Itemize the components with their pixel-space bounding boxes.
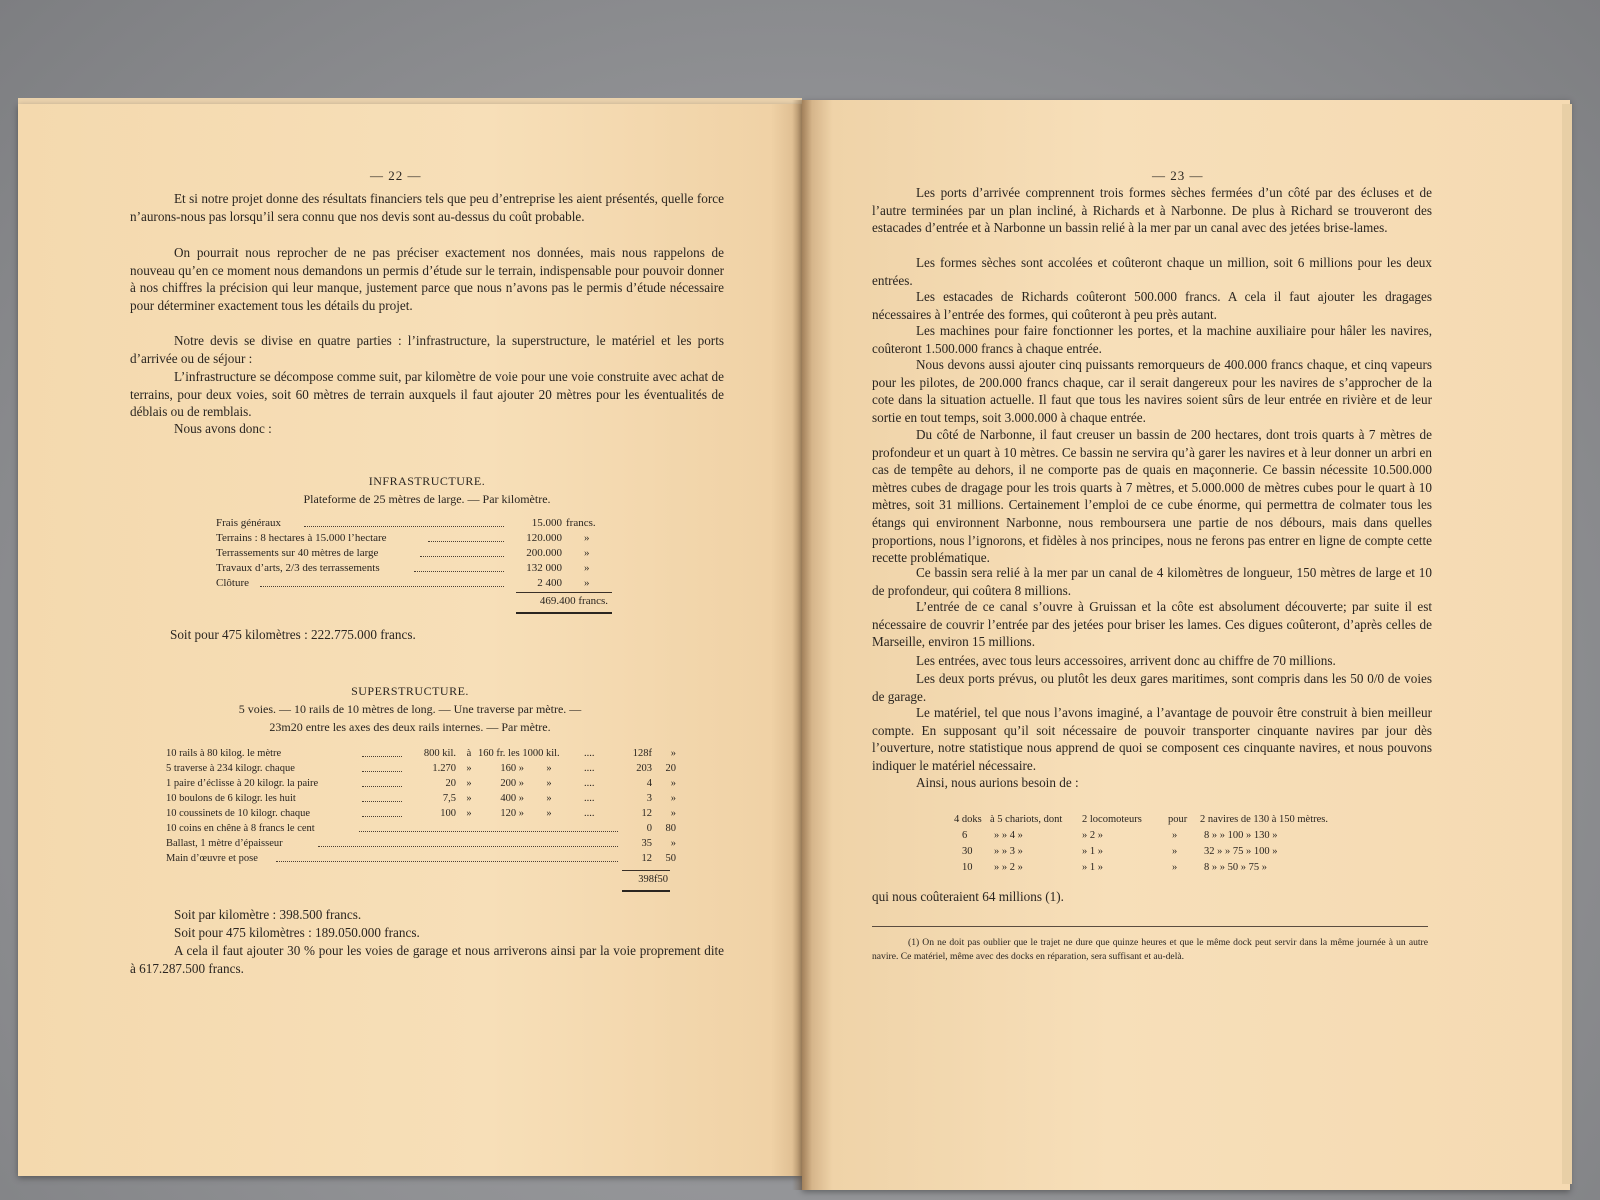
row-cell: 100 bbox=[440, 808, 456, 819]
paragraph: L’infrastructure se décompose comme suit, par kilomètre de voie pour une voie construite avec achat de terrains, pour deux voies, soit 60 mètres de terrain auxquels il faut ajouter 20 mètres pour les éventualités de déblais ou de remblais. bbox=[130, 369, 724, 420]
conclusion: qui nous coûteraient 64 millions (1). bbox=[872, 889, 1064, 904]
row-cell: à bbox=[466, 748, 472, 759]
doks-cell: » 1 » bbox=[1082, 846, 1103, 857]
leader-dots bbox=[362, 776, 402, 787]
row-cell: 120 » bbox=[500, 808, 524, 819]
closing-paragraph: A cela il faut ajouter 30 % pour les voies de garage et nous arriverons ainsi par la voie proprement dite à 617.287.500 francs. bbox=[130, 943, 724, 976]
infrastructure-table bbox=[216, 516, 636, 591]
doks-cell: 2 navires de 130 à 150 mètres. bbox=[1200, 814, 1329, 825]
row-cell: 80 bbox=[665, 823, 676, 834]
table-row bbox=[166, 836, 686, 851]
doks-cell: » 1 » bbox=[1082, 862, 1103, 873]
row-cell: 0 bbox=[646, 823, 652, 834]
superstructure-total bbox=[622, 872, 670, 887]
doks-cell: » bbox=[1172, 830, 1178, 841]
row-cell: .... bbox=[584, 763, 595, 774]
row-unit: » bbox=[584, 562, 590, 574]
table-row bbox=[166, 776, 686, 791]
infrastructure-summary: Soit pour 475 kilomètres : 222.775.000 francs. bbox=[170, 627, 416, 642]
doks-cell: 4 doks bbox=[954, 814, 982, 825]
infrastructure-subtitle: Plateforme de 25 mètres de large. — Par kilomètre. bbox=[303, 492, 551, 506]
paragraph: On pourrait nous reprocher de ne pas préciser exactement nos données, mais nous rappelons de nouveau qu’en ce moment nous demandons un permis d’étude sur le terrain, indispensable pour pouvoir donner à nos chiffres la précision qui leur manque, justement parce que nous n’avons pas le permis d’étude nécessaire pour déterminer exactement tous les détails du projet. bbox=[130, 245, 724, 313]
leader-dots bbox=[276, 851, 618, 862]
row-cell: 160 fr. les 1000 kil. bbox=[478, 748, 560, 759]
page-stack-edge bbox=[1562, 104, 1572, 1184]
leader-dots bbox=[304, 516, 504, 527]
row-cell: 1.270 bbox=[432, 763, 456, 774]
leader-dots bbox=[428, 531, 504, 542]
footnote-rule bbox=[872, 926, 1428, 927]
table-row bbox=[166, 806, 686, 821]
row-value: 15.000 bbox=[531, 517, 562, 529]
leader-dots bbox=[420, 546, 504, 557]
doks-cell: 32 » » 75 » 100 » bbox=[1204, 846, 1278, 857]
row-cell: » bbox=[546, 763, 552, 774]
doks-cell: » » 4 » bbox=[994, 830, 1023, 841]
doks-cell: » » 2 » bbox=[994, 862, 1023, 873]
leader-dots bbox=[260, 576, 504, 587]
doks-cell: » bbox=[1172, 846, 1178, 857]
paragraph: Et si notre projet donne des résultats financiers tels que peu d’entreprise les aient présentés, quelle force n’aurons-nous pas lorsqu’il sera connu que nos devis sont au-dessus du coût probable. bbox=[130, 191, 724, 224]
row-label: 5 traverse à 234 kilogr. chaque bbox=[166, 763, 295, 774]
infrastructure-total bbox=[516, 594, 612, 609]
row-cell: 4 bbox=[646, 778, 652, 789]
paragraph: Le matériel, tel que nous l’avons imaginé, a l’avantage de pouvoir être construit à bien meilleur compte. En supposant qu’il soit nécessaire de pouvoir transporter cinquante navires par jour dès l’ouverture, notre statistique nous apprend de quoi se composent ces cinquante navires, et nous pouvons indiquer le matériel nécessaire. bbox=[872, 705, 1432, 773]
footnote: (1) On ne doit pas oublier que le trajet ne dure que quinze heures et que le même dock peut servir dans la même journée à un autre navire. Ce matériel, même avec des docks en réparation, sera suffisant et au-delà. bbox=[872, 937, 1428, 962]
paragraph: Du côté de Narbonne, il faut creuser un bassin de 200 hectares, dont trois quarts à 7 mètres de profondeur et un quart à 10 mètres. Ce bassin ne servira qu’à garer les navires et à leur donner un arbri en cas de tempête au dehors, il ne comporte pas de quais en maçonnerie. Ce bassin nécessite 10.500.000 mètres cubes de dragage pour les trois quarts à 7 mètres, et 5.000.000 de mètres cubes pour le quart à 10 mètres, soit 31 millions. Certainement l’emploi de ce cube énorme, qui permettra de colmater tous les étangs qui environnent Narbonne, nous remboursera une partie de nos débours, mais dans quelles proportions, nous l’ignorons, et fidèles à nos principes, nous ne ferons pas entrer en ligne de compte cette recette problématique. bbox=[872, 427, 1432, 566]
row-label: 10 coussinets de 10 kilogr. chaque bbox=[166, 808, 311, 819]
row-cell: 12 bbox=[641, 853, 652, 864]
row-cell: » bbox=[670, 793, 676, 804]
total-rule bbox=[516, 592, 612, 593]
doks-cell: 30 bbox=[962, 846, 973, 857]
paragraph: L’entrée de ce canal s’ouvre à Gruissan et la côte est absolument découverte; par suite il est nécessaire de couvrir l’entrée par des jetées pour briser les lames. Ces digues coûteront, d’après celles de Marseille, environ 15 millions. bbox=[872, 599, 1432, 650]
row-value: 120.000 bbox=[526, 532, 562, 544]
row-cell: » bbox=[670, 838, 676, 849]
total-double-rule bbox=[516, 612, 612, 614]
row-cell: » bbox=[546, 778, 552, 789]
superstructure-title: SUPERSTRUCTURE. bbox=[351, 684, 469, 698]
infrastructure-title: INFRASTRUCTURE. bbox=[368, 474, 486, 488]
row-cell: 3 bbox=[646, 793, 652, 804]
leader-dots bbox=[362, 746, 402, 757]
row-cell: .... bbox=[584, 748, 595, 759]
row-value: 2 400 bbox=[537, 577, 562, 589]
doks-cell: » 2 » bbox=[1082, 830, 1103, 841]
row-cell: » bbox=[466, 778, 472, 789]
row-label: Terrains : 8 hectares à 15.000 l’hectare bbox=[216, 532, 387, 544]
row-cell: » bbox=[546, 793, 552, 804]
leader-dots bbox=[414, 561, 504, 572]
row-cell: » bbox=[670, 808, 676, 819]
row-value: 200.000 bbox=[526, 547, 562, 559]
doks-cell: » » 3 » bbox=[994, 846, 1023, 857]
paragraph: Les deux ports prévus, ou plutôt les deux gares maritimes, sont compris dans les 50 0/0 de voies de garage. bbox=[872, 671, 1432, 704]
table-row bbox=[216, 516, 636, 531]
doks-cell: 8 » » 50 » 75 » bbox=[1204, 862, 1267, 873]
row-cell: 12 bbox=[641, 808, 652, 819]
row-cell: .... bbox=[584, 778, 595, 789]
row-cell: » bbox=[466, 793, 472, 804]
row-unit: » bbox=[584, 532, 590, 544]
superstructure-table bbox=[166, 746, 686, 866]
row-cell: 128f bbox=[632, 748, 652, 759]
leader-dots bbox=[362, 791, 402, 802]
left-page bbox=[18, 104, 802, 1176]
row-cell: 7,5 bbox=[442, 793, 456, 804]
paragraph: Les machines pour faire fonctionner les portes, et la machine auxiliaire pour hâler les navires, coûteront 1.500.000 francs à chaque entrée. bbox=[872, 323, 1432, 356]
paragraph: Les entrées, avec tous leurs accessoires, arrivent donc au chiffre de 70 millions. bbox=[916, 653, 1336, 668]
closing-line: Soit par kilomètre : 398.500 francs. bbox=[174, 907, 362, 922]
paragraph: Nous devons aussi ajouter cinq puissants remorqueurs de 400.000 francs chaque, et cinq vapeurs pour les pilotes, de 200.000 francs chaque, car il serait dangereux pour les navires de s’approcher de la cote dans la situation actuelle. Il faut que tous les navires soient sûrs de leur entrée en rivière et de leur sortie en tout temps, soit 3.000.000 à chaque entrée. bbox=[872, 357, 1432, 425]
closing-line: Soit pour 475 kilomètres : 189.050.000 francs. bbox=[174, 925, 420, 940]
row-label: Main d’œuvre et pose bbox=[166, 853, 258, 864]
superstructure-subtitle: 5 voies. — 10 rails de 10 mètres de long. — Une traverse par mètre. — bbox=[238, 702, 582, 716]
row-cell: .... bbox=[584, 793, 595, 804]
leader-dots bbox=[362, 806, 402, 817]
row-cell: 35 bbox=[641, 838, 652, 849]
table-row bbox=[166, 851, 686, 866]
total-value: 398f50 bbox=[638, 874, 668, 885]
paragraph: Les ports d’arrivée comprennent trois formes sèches fermées d’un côté par des écluses et de l’autre terminées par un plan incliné, à Richards et à Narbonne. De plus à Richard se trouveront des estacades d’entrée et à Narbonne un bassin relié à la mer par un canal avec des jetées brise-lames. bbox=[872, 185, 1432, 236]
row-cell: 20 bbox=[445, 778, 456, 789]
row-label: Ballast, 1 mètre d’épaisseur bbox=[166, 838, 283, 849]
paragraph: Les estacades de Richards coûteront 500.000 francs. A cela il faut ajouter les dragages nécessaires à l’entrée des formes, qui coûteront à peu près autant. bbox=[872, 289, 1432, 322]
row-unit: francs. bbox=[566, 517, 596, 529]
doks-cell: » bbox=[1172, 862, 1178, 873]
table-row bbox=[216, 531, 636, 546]
row-label: Frais généraux bbox=[216, 517, 282, 529]
row-cell: » bbox=[546, 808, 552, 819]
leader-dots bbox=[359, 821, 618, 832]
table-row bbox=[166, 821, 686, 836]
doks-cell: pour bbox=[1168, 814, 1188, 825]
leader-dots bbox=[362, 761, 402, 772]
doks-cell: 8 » » 100 » 130 » bbox=[1204, 830, 1278, 841]
total-double-rule bbox=[622, 890, 670, 892]
row-cell: » bbox=[670, 748, 676, 759]
table-row bbox=[216, 561, 636, 576]
row-cell: 200 » bbox=[500, 778, 524, 789]
paragraph: Les formes sèches sont accolées et coûteront chaque un million, soit 6 millions pour les deux entrées. bbox=[872, 255, 1432, 288]
row-cell: .... bbox=[584, 808, 595, 819]
row-value: 132 000 bbox=[526, 562, 562, 574]
leader-dots bbox=[318, 836, 618, 847]
total-value: 469.400 francs. bbox=[539, 595, 608, 607]
row-cell: » bbox=[466, 763, 472, 774]
row-cell: 800 kil. bbox=[423, 748, 456, 759]
right-page bbox=[802, 100, 1570, 1190]
table-row bbox=[166, 761, 686, 776]
row-label: Terrassements sur 40 mètres de large bbox=[216, 547, 379, 559]
row-label: 10 boulons de 6 kilogr. les huit bbox=[166, 793, 296, 804]
table-row bbox=[166, 791, 686, 806]
row-cell: 203 bbox=[636, 763, 652, 774]
doks-cell: à 5 chariots, dont bbox=[990, 814, 1063, 825]
table-row bbox=[166, 746, 686, 761]
superstructure-subtitle: 23m20 entre les axes des deux rails internes. — Par mètre. bbox=[269, 720, 551, 734]
table-row bbox=[216, 576, 636, 591]
row-label: Clôture bbox=[216, 577, 249, 589]
table-row bbox=[216, 546, 636, 561]
paragraph: Nous avons donc : bbox=[174, 421, 272, 436]
row-label: Travaux d’arts, 2/3 des terrassements bbox=[216, 562, 380, 574]
row-unit: » bbox=[584, 577, 590, 589]
row-cell: 400 » bbox=[500, 793, 524, 804]
total-rule bbox=[622, 870, 670, 871]
doks-cell: 10 bbox=[962, 862, 973, 873]
row-cell: 20 bbox=[665, 763, 676, 774]
paragraph: Ce bassin sera relié à la mer par un canal de 4 kilomètres de longueur, 150 mètres de large et 10 de profondeur, qui coûtera 8 millions. bbox=[872, 565, 1432, 598]
row-label: 10 coins en chêne à 8 francs le cent bbox=[166, 823, 315, 834]
row-label: 10 rails à 80 kilog. le mètre bbox=[166, 748, 282, 759]
row-cell: » bbox=[670, 778, 676, 789]
doks-cell: 6 bbox=[962, 830, 968, 841]
paragraph: Notre devis se divise en quatre parties : l’infrastructure, la superstructure, le matériel et les ports d’arrivée ou de séjour : bbox=[130, 333, 724, 366]
book-gutter bbox=[792, 100, 812, 1190]
row-unit: » bbox=[584, 547, 590, 559]
row-label: 1 paire d’éclisse à 20 kilogr. la paire bbox=[166, 778, 319, 789]
row-cell: 160 » bbox=[500, 763, 524, 774]
paragraph: Ainsi, nous aurions besoin de : bbox=[916, 775, 1079, 790]
page-number: — 23 — bbox=[1152, 168, 1204, 183]
doks-cell: 2 locomoteurs bbox=[1082, 814, 1142, 825]
row-cell: 50 bbox=[665, 853, 676, 864]
page-number: — 22 — bbox=[370, 168, 422, 183]
row-cell: » bbox=[466, 808, 472, 819]
